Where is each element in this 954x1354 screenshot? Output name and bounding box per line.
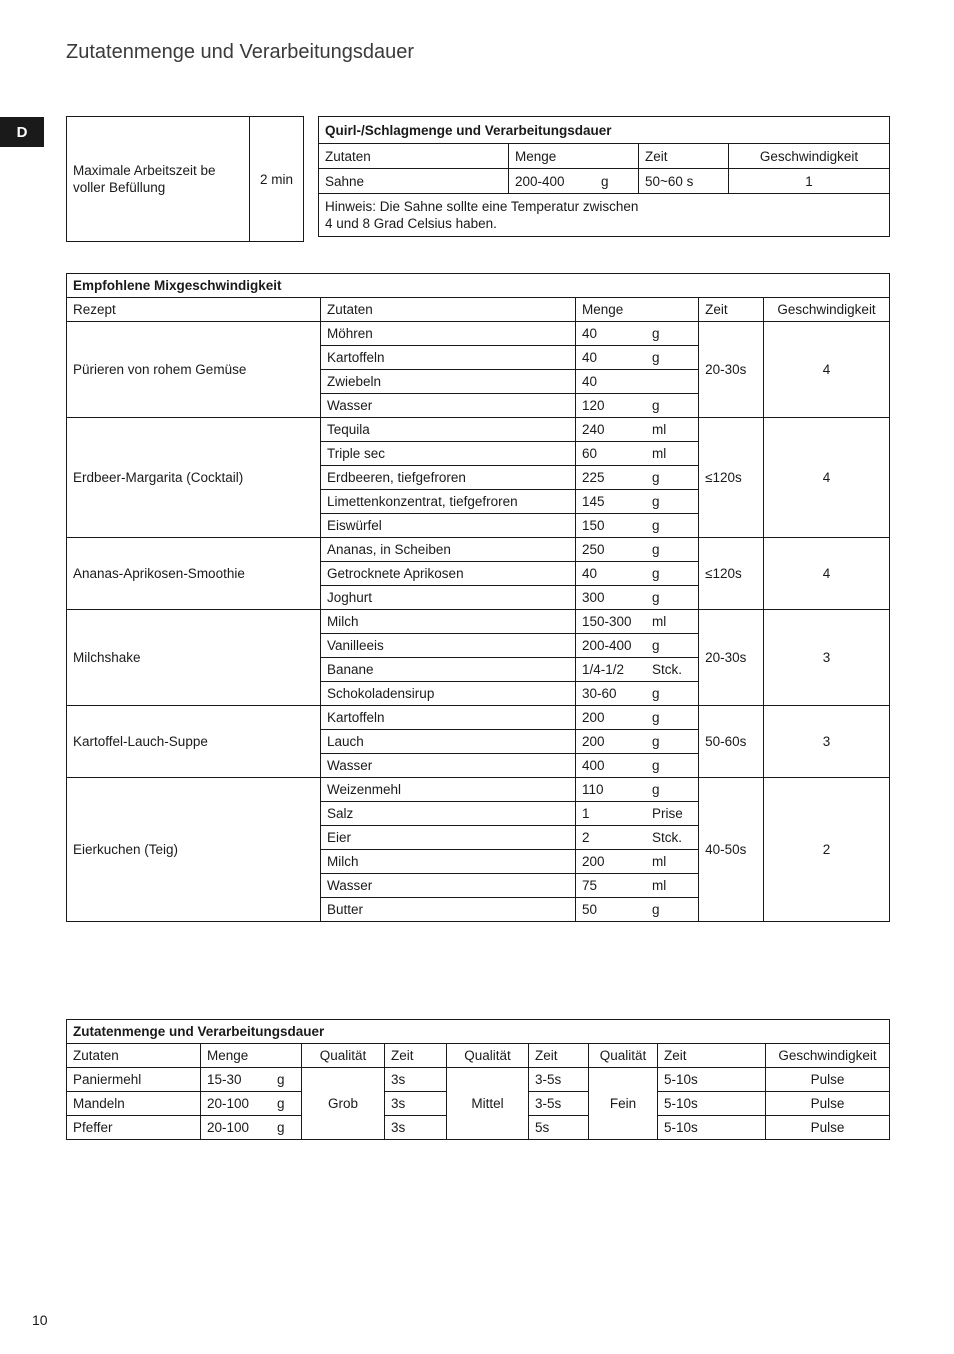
zutaten-time-3: 5-10s xyxy=(658,1116,766,1140)
zutaten-table-row xyxy=(67,1068,890,1092)
mix-header-speed: Geschwindigkeit xyxy=(764,298,890,322)
mix-ingredient: Kartoffeln xyxy=(321,706,576,730)
zutaten-amount: 20-100 xyxy=(207,1120,250,1135)
mix-header-zeit: Zeit xyxy=(699,298,764,322)
quirl-cell-zutat: Sahne xyxy=(319,169,509,194)
zutaten-time-3: 5-10s xyxy=(658,1092,766,1116)
mix-unit: g xyxy=(646,730,699,754)
mix-table-row xyxy=(67,610,890,634)
mix-unit: g xyxy=(646,346,699,370)
zutaten-time-2: 3-5s xyxy=(529,1092,589,1116)
mix-amount: 2 xyxy=(576,826,647,850)
mix-amount: 40 xyxy=(576,370,647,394)
mix-unit: g xyxy=(646,634,699,658)
mix-amount: 145 xyxy=(576,490,647,514)
zutaten-speed: Pulse xyxy=(766,1116,890,1140)
mix-speed: 4 xyxy=(764,418,890,538)
mix-ingredient: Weizenmehl xyxy=(321,778,576,802)
mix-ingredient: Kartoffeln xyxy=(321,346,576,370)
mix-amount: 200-400 xyxy=(576,634,647,658)
zutaten-time-1: 3s xyxy=(385,1092,447,1116)
mix-recipe-name: Erdbeer-Margarita (Cocktail) xyxy=(67,418,321,538)
zutaten-table-body xyxy=(67,1068,890,1140)
mix-time: ≤120s xyxy=(699,538,764,610)
mix-ingredient: Erdbeeren, tiefgefroren xyxy=(321,466,576,490)
quirl-header-zutaten: Zutaten xyxy=(319,144,509,169)
mix-recipe-name: Kartoffel-Lauch-Suppe xyxy=(67,706,321,778)
mix-recipe-name: Pürieren von rohem Gemüse xyxy=(67,322,321,418)
mix-time: 20-30s xyxy=(699,610,764,706)
quirl-hint xyxy=(319,194,890,237)
mix-amount: 200 xyxy=(576,706,647,730)
zutaten-table-title: Zutatenmenge und Verarbeitungsdauer xyxy=(67,1020,890,1044)
zutaten-unit: g xyxy=(277,1120,285,1135)
mix-unit: g xyxy=(646,322,699,346)
zutaten-unit: g xyxy=(277,1096,285,1111)
mix-ingredient: Möhren xyxy=(321,322,576,346)
mix-ingredient: Milch xyxy=(321,610,576,634)
mix-ingredient: Joghurt xyxy=(321,586,576,610)
mix-ingredient: Salz xyxy=(321,802,576,826)
mix-recipe-name: Milchshake xyxy=(67,610,321,706)
mix-ingredient: Schokoladensirup xyxy=(321,682,576,706)
mix-table-row xyxy=(67,418,890,442)
mix-table-body xyxy=(67,322,890,922)
zutaten-header-zeit-2: Zeit xyxy=(529,1044,589,1068)
mix-ingredient: Eier xyxy=(321,826,576,850)
mix-ingredient: Wasser xyxy=(321,394,576,418)
zutaten-time-3: 5-10s xyxy=(658,1068,766,1092)
quirl-menge-unit: g xyxy=(601,173,609,189)
mix-amount: 240 xyxy=(576,418,647,442)
mix-speed-table xyxy=(66,273,890,922)
mix-unit: ml xyxy=(646,442,699,466)
mix-speed: 4 xyxy=(764,322,890,418)
mix-ingredient: Triple sec xyxy=(321,442,576,466)
mix-amount: 60 xyxy=(576,442,647,466)
zutaten-header-zutaten: Zutaten xyxy=(67,1044,201,1068)
max-worktime-value: 2 min xyxy=(250,117,304,242)
mix-header-rezept: Rezept xyxy=(67,298,321,322)
quirl-hint-line1: Hinweis: Die Sahne sollte eine Temperatur zwischen xyxy=(325,199,639,214)
mix-unit: g xyxy=(646,586,699,610)
zutaten-header-menge: Menge xyxy=(201,1044,302,1068)
mix-amount: 200 xyxy=(576,850,647,874)
mix-amount: 1 xyxy=(576,802,647,826)
mix-ingredient: Getrocknete Aprikosen xyxy=(321,562,576,586)
zutaten-ingredient: Mandeln xyxy=(67,1092,201,1116)
mix-unit: g xyxy=(646,706,699,730)
mix-table-row xyxy=(67,538,890,562)
mix-amount: 120 xyxy=(576,394,647,418)
quirl-table xyxy=(318,116,890,237)
zutaten-time-2: 5s xyxy=(529,1116,589,1140)
zutaten-unit: g xyxy=(277,1072,285,1087)
quirl-hint-line2: 4 und 8 Grad Celsius haben. xyxy=(325,216,497,231)
mix-table-row xyxy=(67,706,890,730)
mix-unit: g xyxy=(646,754,699,778)
mix-unit: ml xyxy=(646,610,699,634)
zutaten-amount-cell xyxy=(201,1068,302,1092)
mix-amount: 40 xyxy=(576,346,647,370)
mix-speed: 4 xyxy=(764,538,890,610)
mix-speed: 2 xyxy=(764,778,890,922)
mix-ingredient: Zwiebeln xyxy=(321,370,576,394)
zutaten-amount-wrap xyxy=(207,1071,295,1088)
mix-amount: 200 xyxy=(576,730,647,754)
mix-ingredient: Milch xyxy=(321,850,576,874)
zutaten-amount-cell xyxy=(201,1116,302,1140)
zutaten-amount: 15-30 xyxy=(207,1072,242,1087)
mix-table-row xyxy=(67,322,890,346)
mix-unit xyxy=(646,370,699,394)
zutaten-quality-mittel: Mittel xyxy=(447,1068,529,1140)
mix-amount: 150-300 xyxy=(576,610,647,634)
mix-unit: ml xyxy=(646,850,699,874)
quirl-menge-value: 200-400 xyxy=(515,173,565,189)
mix-ingredient: Tequila xyxy=(321,418,576,442)
mix-time: ≤120s xyxy=(699,418,764,538)
mix-ingredient: Lauch xyxy=(321,730,576,754)
zutaten-table xyxy=(66,1019,890,1140)
mix-amount: 30-60 xyxy=(576,682,647,706)
zutaten-quality-fein: Fein xyxy=(589,1068,658,1140)
mix-unit: g xyxy=(646,490,699,514)
mix-ingredient: Eiswürfel xyxy=(321,514,576,538)
mix-unit: g xyxy=(646,514,699,538)
mix-amount: 75 xyxy=(576,874,647,898)
max-worktime-table xyxy=(66,116,304,242)
zutaten-amount: 20-100 xyxy=(207,1096,250,1111)
zutaten-header-speed: Geschwindigkeit xyxy=(766,1044,890,1068)
mix-recipe-name: Ananas-Aprikosen-Smoothie xyxy=(67,538,321,610)
quirl-cell-zeit: 50~60 s xyxy=(639,169,729,194)
mix-unit: g xyxy=(646,538,699,562)
mix-amount: 150 xyxy=(576,514,647,538)
quirl-header-zeit: Zeit xyxy=(639,144,729,169)
quirl-table-title: Quirl-/Schlagmenge und Verarbeitungsdauer xyxy=(319,117,890,144)
mix-amount: 300 xyxy=(576,586,647,610)
mix-time: 40-50s xyxy=(699,778,764,922)
zutaten-header-zeit-3: Zeit xyxy=(658,1044,766,1068)
zutaten-ingredient: Paniermehl xyxy=(67,1068,201,1092)
page-title: Zutatenmenge und Verarbeitungsdauer xyxy=(66,41,415,63)
mix-unit: Stck. xyxy=(646,658,699,682)
zutaten-amount-wrap xyxy=(207,1119,295,1136)
zutaten-speed: Pulse xyxy=(766,1092,890,1116)
mix-speed: 3 xyxy=(764,706,890,778)
quirl-cell-menge xyxy=(509,169,639,194)
zutaten-header-qualitaet-2: Qualität xyxy=(447,1044,529,1068)
mix-amount: 50 xyxy=(576,898,647,922)
zutaten-time-2: 3-5s xyxy=(529,1068,589,1092)
mix-speed: 3 xyxy=(764,610,890,706)
max-worktime-label: Maximale Arbeitszeit be voller Befüllung xyxy=(67,117,250,242)
mix-unit: g xyxy=(646,466,699,490)
quirl-header-speed: Geschwindigkeit xyxy=(729,144,890,169)
zutaten-quality-grob: Grob xyxy=(302,1068,385,1140)
mix-header-zutaten: Zutaten xyxy=(321,298,576,322)
mix-amount: 110 xyxy=(576,778,647,802)
mix-unit: Stck. xyxy=(646,826,699,850)
mix-amount: 225 xyxy=(576,466,647,490)
zutaten-time-1: 3s xyxy=(385,1116,447,1140)
mix-unit: g xyxy=(646,394,699,418)
mix-table-row xyxy=(67,778,890,802)
mix-unit: g xyxy=(646,898,699,922)
page-number: 10 xyxy=(32,1312,48,1328)
mix-time: 20-30s xyxy=(699,322,764,418)
mix-table-title: Empfohlene Mixgeschwindigkeit xyxy=(67,274,890,298)
mix-unit: g xyxy=(646,778,699,802)
mix-amount: 40 xyxy=(576,322,647,346)
mix-unit: g xyxy=(646,682,699,706)
mix-ingredient: Limettenkonzentrat, tiefgefroren xyxy=(321,490,576,514)
zutaten-header-zeit-1: Zeit xyxy=(385,1044,447,1068)
mix-amount: 400 xyxy=(576,754,647,778)
mix-time: 50-60s xyxy=(699,706,764,778)
mix-ingredient: Butter xyxy=(321,898,576,922)
zutaten-time-1: 3s xyxy=(385,1068,447,1092)
mix-ingredient: Ananas, in Scheiben xyxy=(321,538,576,562)
mix-ingredient: Wasser xyxy=(321,754,576,778)
zutaten-speed: Pulse xyxy=(766,1068,890,1092)
zutaten-header-qualitaet-3: Qualität xyxy=(589,1044,658,1068)
mix-unit: ml xyxy=(646,418,699,442)
mix-header-menge: Menge xyxy=(576,298,699,322)
mix-ingredient: Vanilleeis xyxy=(321,634,576,658)
mix-amount: 40 xyxy=(576,562,647,586)
mix-unit: Prise xyxy=(646,802,699,826)
mix-recipe-name: Eierkuchen (Teig) xyxy=(67,778,321,922)
quirl-cell-speed: 1 xyxy=(729,169,890,194)
quirl-header-menge: Menge xyxy=(509,144,639,169)
mix-ingredient: Wasser xyxy=(321,874,576,898)
mix-amount: 1/4-1/2 xyxy=(576,658,647,682)
mix-amount: 250 xyxy=(576,538,647,562)
mix-ingredient: Banane xyxy=(321,658,576,682)
zutaten-amount-wrap xyxy=(207,1095,295,1112)
mix-unit: g xyxy=(646,562,699,586)
zutaten-amount-cell xyxy=(201,1092,302,1116)
mix-unit: ml xyxy=(646,874,699,898)
zutaten-ingredient: Pfeffer xyxy=(67,1116,201,1140)
zutaten-header-qualitaet-1: Qualität xyxy=(302,1044,385,1068)
language-tab: D xyxy=(0,117,44,147)
